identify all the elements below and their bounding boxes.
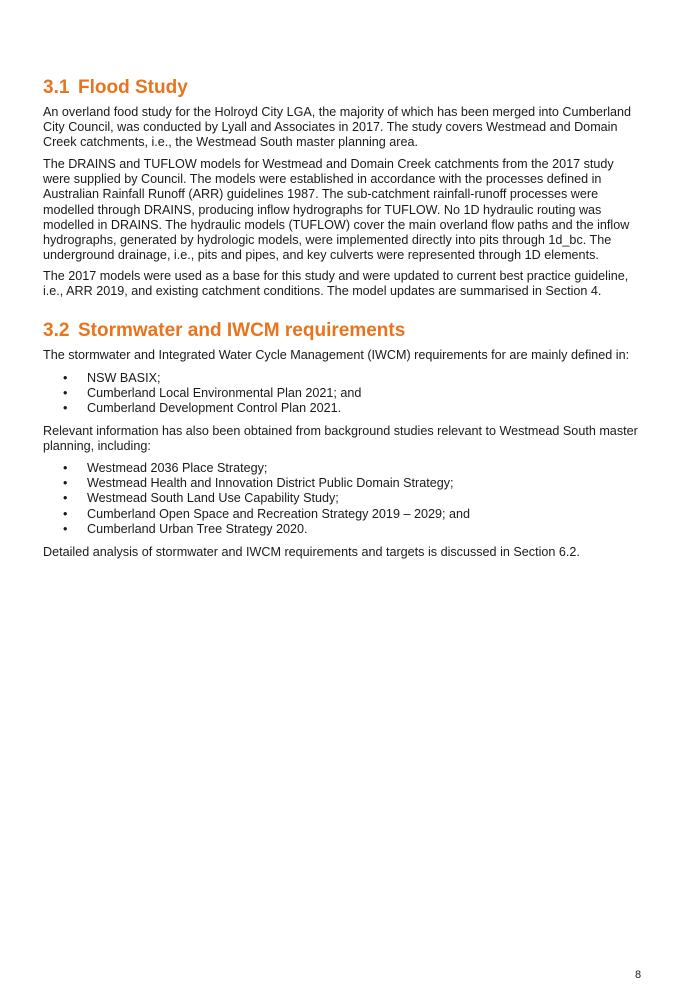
list-item: • Westmead South Land Use Capability Study; xyxy=(43,491,643,506)
list-item: • Cumberland Urban Tree Strategy 2020. xyxy=(43,522,643,537)
paragraph: The stormwater and Integrated Water Cycle Management (IWCM) requirements for are mainly defined in: xyxy=(43,348,630,362)
list-item: • Cumberland Development Control Plan 2021. xyxy=(43,401,643,416)
paragraph: The 2017 models were used as a base for this study and were updated to current best practice guideline, i.e., ARR 2019, and existing catchment conditions. The model updates are summarised in Section 4. xyxy=(43,269,629,299)
section-heading-3-1 xyxy=(43,77,188,99)
requirements-list xyxy=(43,371,643,417)
page-number: 8 xyxy=(635,969,642,981)
section-number: 3.2 xyxy=(43,320,70,341)
section-title: Flood Study xyxy=(78,77,188,98)
list-item: • NSW BASIX; xyxy=(43,371,643,386)
list-item: • Cumberland Open Space and Recreation Strategy 2019 – 2029; and xyxy=(43,507,643,522)
list-item: • Westmead Health and Innovation District Public Domain Strategy; xyxy=(43,476,643,491)
section-number: 3.1 xyxy=(43,77,70,98)
paragraph: Relevant information has also been obtained from background studies relevant to Westmead South master planning, including: xyxy=(43,424,638,454)
paragraph: An overland food study for the Holroyd City LGA, the majority of which has been merged into Cumberland City Council, was conducted by Lyall and Associates in 2017. The study covers Westmead and Domain Creek catchments, i.e., the Westmead South master planning area. xyxy=(43,105,632,150)
paragraph: The DRAINS and TUFLOW models for Westmead and Domain Creek catchments from the 2017 study were supplied by Council. The models were established in accordance with the processes defined in Australian Rainfall Runoff (ARR) guidelines 1987. The sub-catchment rainfall-runoff processes were modelled through DRAINS, producing inflow hydrographs for TUFLOW. No 1D hydraulic routing was modelled in DRAINS. The hydraulic models (TUFLOW) cover the main overland flow paths and the inflow hydrographs, generated by hydrologic models, were implemented directly into pits through 1d_bc. The underground drainage, i.e., pits and pipes, and key culverts were represented through 1D elements. xyxy=(43,157,630,263)
section-title: Stormwater and IWCM requirements xyxy=(78,320,406,341)
paragraph: Detailed analysis of stormwater and IWCM requirements and targets is discussed in Section 6.2. xyxy=(43,545,580,559)
list-item: • Cumberland Local Environmental Plan 2021; and xyxy=(43,386,643,401)
list-item: • Westmead 2036 Place Strategy; xyxy=(43,461,643,476)
section-heading-3-2 xyxy=(43,320,405,342)
background-studies-list xyxy=(43,461,643,537)
